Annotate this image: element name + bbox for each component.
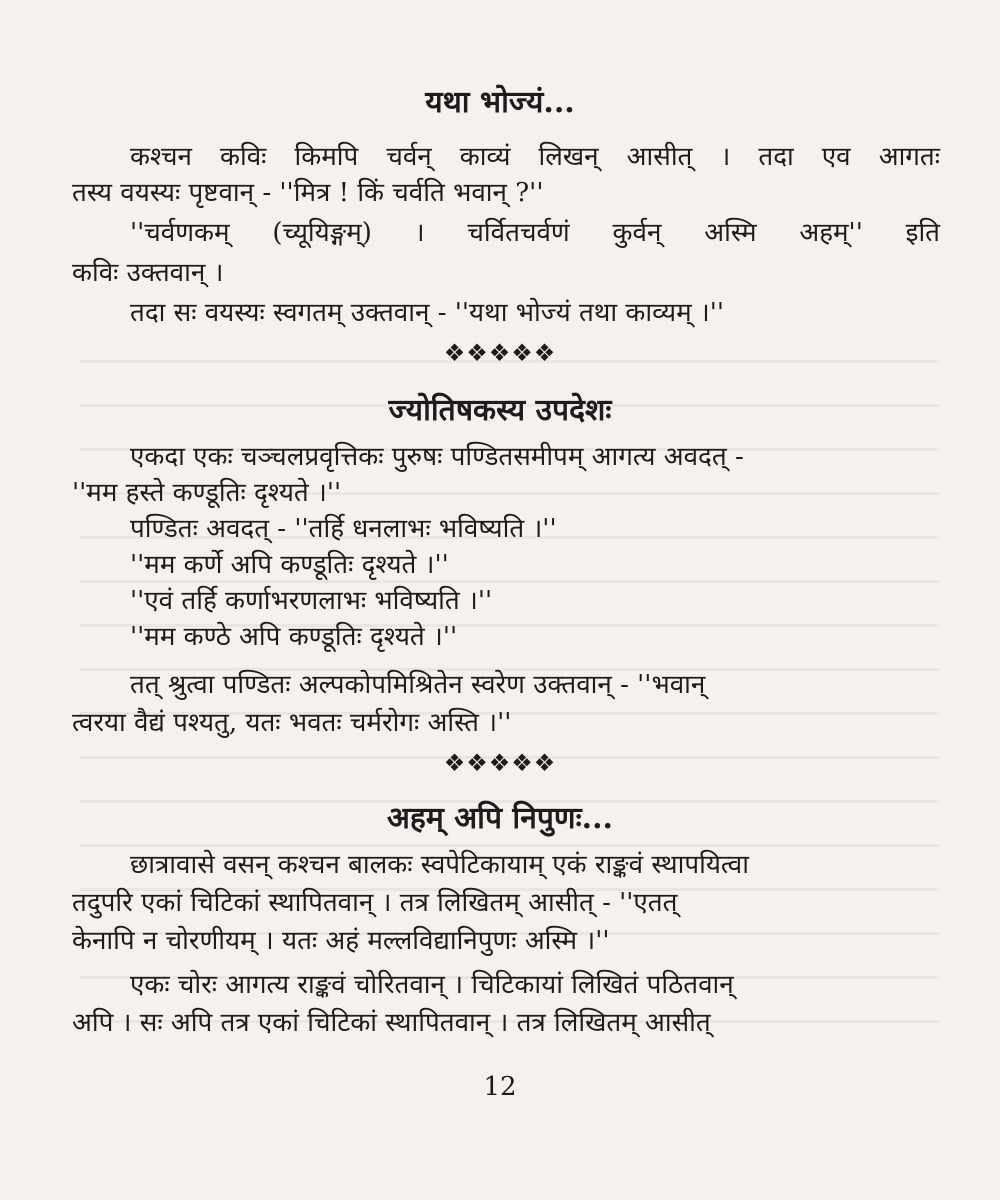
- section-divider-ornament: ❖❖❖❖❖: [443, 749, 557, 777]
- section-divider-ornament: ❖❖❖❖❖: [443, 339, 557, 367]
- paragraph-line: छात्रावासे वसन् कश्चन बालकः स्वपेटिकायाम् एकं राङ्कवं स्थापयित्वा: [130, 850, 749, 880]
- paragraph-line: तत् श्रुत्वा पण्डितः अल्पकोपमिश्रितेन स्वरेण उक्तवान् - ''भवान्: [130, 670, 706, 700]
- paragraph-line: त्वरया वैद्यं पश्यतु, यतः भवतः चर्मरोगः अस्ति ।'': [72, 708, 512, 738]
- paragraph-line: एकः चोरः आगत्य राङ्कवं चोरितवान् । चिटिकायां लिखितं पठितवान्: [130, 970, 734, 1000]
- paragraph-line: ''मम कण्ठे अपि कण्डूतिः दृश्यते ।'': [130, 622, 458, 652]
- paragraph-line: कविः उक्तवान् ।: [72, 258, 224, 288]
- paragraph-line: तस्य वयस्यः पृष्टवान् - ''मित्र ! किं चर्वति भवान् ?'': [72, 178, 544, 208]
- paragraph-line: ''मम कर्णे अपि कण्डूतिः दृश्यते ।'': [130, 550, 449, 580]
- paragraph-line: तदा सः वयस्यः स्वगतम् उक्तवान् - ''यथा भोज्यं तथा काव्यम् ।'': [130, 298, 725, 328]
- paragraph-line: ''चर्वणकम् (च्यूयिङ्गम्) । चर्वितचर्वणं कुर्वन् अस्मि अहम्'' इति: [130, 218, 940, 248]
- paragraph-line: ''एवं तर्हि कर्णाभरणलाभः भविष्यति ।'': [130, 586, 493, 616]
- paragraph-line: ''मम हस्ते कण्डूतिः दृश्यते ।'': [72, 478, 342, 508]
- paragraph-line: केनापि न चोरणीयम् । यतः अहं मल्लविद्यानिपुणः अस्मि ।'': [72, 926, 610, 956]
- story-title-yatha-bhojyam: यथा भोज्यं...: [425, 85, 575, 120]
- story-title-aham-api-nipunah: अहम् अपि निपुणः...: [387, 801, 613, 836]
- paragraph-line: अपि । सः अपि तत्र एकां चिटिकां स्थापितवान् । तत्र लिखितम् आसीत्: [72, 1008, 711, 1038]
- paragraph-line: एकदा एकः चञ्चलप्रवृत्तिकः पुरुषः पण्डितसमीपम् आगत्य अवदत् -: [130, 442, 744, 472]
- paragraph-line: पण्डितः अवदत् - ''तर्हि धनलाभः भविष्यति ।'': [130, 514, 557, 544]
- story-title-jyotishakasya-upadeshah: ज्योतिषकस्य उपदेशः: [388, 393, 612, 428]
- page-number: 12: [483, 1072, 517, 1102]
- paragraph-line: कश्चन कविः किमपि चर्वन् काव्यं लिखन् आसीत् । तदा एव आगतः: [130, 142, 940, 172]
- paragraph-line: तदुपरि एकां चिटिकां स्थापितवान् । तत्र लिखितम् आसीत् - ''एतत्: [72, 888, 678, 918]
